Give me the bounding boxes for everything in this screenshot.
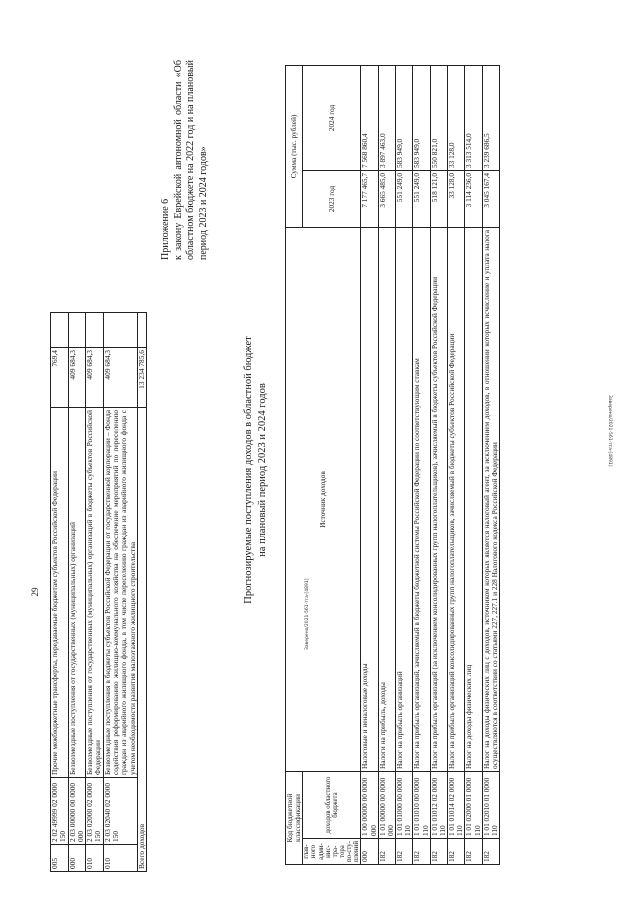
- appendix-header-block: [160, 60, 210, 880]
- table-row: [430, 66, 447, 865]
- col-year-2023: 2023 год: [303, 171, 361, 228]
- col-kbk: доходов областного бюджета: [303, 772, 361, 839]
- cell-y2023: 3 045 167,4: [482, 171, 499, 228]
- cell-kbk: 2 03 00000 00 0000 000: [68, 778, 86, 845]
- cell-name: Налог на прибыль организаций: [396, 228, 413, 772]
- cell-name: Налог на доходы физических лиц с доходов, источником которых является налоговый агент, за исключением доходов, в отношении которых исчисление и уплата налога осуществляются в соответствии со статьями 227, 227.1 и 228 Налогового кодекса Российской Федерации: [482, 228, 499, 772]
- revenue-table-appendix6: [285, 65, 500, 865]
- cell-name: Налог на доходы физических лиц: [465, 228, 482, 772]
- cell-name: Налог на прибыль организаций консолидированных групп налогоплательщиков, зачисляемый в бюджеты субъектов Российской Федерации: [448, 228, 465, 772]
- table-row: [448, 66, 465, 865]
- cell-name: Налог на прибыль организаций (за исключением консолидированных групп налогоплательщиков), зачисляемый в бюджеты субъектов Российской Федерации: [430, 228, 447, 772]
- cell-y2024: 33 128,0: [448, 66, 465, 171]
- cell-y2023: 518 121,0: [430, 171, 447, 228]
- cell-kbk: 1 01 00000 00 0000 000: [378, 772, 395, 839]
- cell-name: Прочие межбюджетные трансферты, передаваемые бюджетам субъектов Российской Федерации: [51, 408, 69, 778]
- verification-stamp-left: Заверено/2021-561-тга-[4891]: [305, 578, 310, 650]
- cell-name: Безвозмездные поступления в бюджеты субъектов Российской Федерации от государственной корпорации – Фонда содействия реформированию жилищно-коммунального хозяйства на обеспечение мероприятий по переселению граждан из аварийного жилищного фонда, в том числе переселению граждан из аварийного жилищного фонда с учетом необходимости развития малоэтажного жилищного строительства: [103, 408, 137, 778]
- cell-kbk: 1 01 01000 00 0000 110: [396, 772, 413, 839]
- cell-y2023: 3 665 485,0: [378, 171, 395, 228]
- cell-y2023: 551 249,0: [413, 171, 430, 228]
- revenue-table-page29: [50, 312, 147, 872]
- total-amount: 13 234 785,6: [137, 348, 146, 408]
- cell-admin: 010: [103, 845, 137, 872]
- cell-name: Безвозмездные поступления от государственных (муниципальных) организаций: [68, 408, 86, 778]
- col-year-2024: 2024 год: [303, 66, 361, 171]
- table-row: [413, 66, 430, 865]
- cell-amount: 409 684,3: [103, 348, 137, 408]
- page-number: 29: [30, 587, 40, 597]
- cell-admin: 182: [482, 839, 499, 865]
- table-row: [378, 66, 395, 865]
- table-row: [68, 313, 86, 872]
- cell-y2024: 3 897 463,0: [378, 66, 395, 171]
- title-line-1: Прогнозируемые поступления доходов в областной бюджет: [243, 336, 254, 604]
- table-row: [103, 313, 137, 872]
- total-label: Всего доходов: [137, 408, 146, 872]
- cell-kbk: 2 02 49999 02 0000 150: [51, 778, 69, 845]
- cell-y2023: 33 128,0: [448, 171, 465, 228]
- cell-amount: 409 684,3: [68, 348, 86, 408]
- cell-empty: [86, 313, 104, 348]
- cell-y2023: 3 114 236,0: [465, 171, 482, 228]
- cell-y2024: 583 949,0: [396, 66, 413, 171]
- document-title: [242, 60, 270, 880]
- title-line-2: на плановый период 2023 и 2024 годов: [257, 383, 269, 557]
- cell-empty: [51, 313, 69, 348]
- cell-kbk: 1 01 01014 02 0000 110: [448, 772, 465, 839]
- cell-empty: [68, 313, 86, 348]
- cell-admin: 005: [51, 845, 69, 872]
- cell-y2023: 551 249,0: [396, 171, 413, 228]
- cell-amount: 769,4: [51, 348, 69, 408]
- cell-kbk: 1 00 00000 00 0000 000: [361, 772, 378, 839]
- cell-admin: 000: [361, 839, 378, 865]
- verification-stamp-right: Заверено/2021-561-тга-[4891]: [607, 395, 612, 467]
- cell-kbk: 2 03 02040 02 0000 150: [103, 778, 137, 845]
- cell-kbk: 1 01 02000 01 0000 110: [465, 772, 482, 839]
- cell-kbk: 1 01 01010 00 0000 110: [413, 772, 430, 839]
- table-row: [51, 313, 69, 872]
- cell-amount: 409 684,3: [86, 348, 104, 408]
- appendix-number: Приложение 6: [160, 198, 171, 260]
- table-row: [396, 66, 413, 865]
- cell-y2023: 7 177 465,7: [361, 171, 378, 228]
- cell-name: Безвозмездные поступления от государственных (муниципальных) организаций в бюджеты субъектов Российской Федерации: [86, 408, 104, 778]
- cell-admin: 182: [430, 839, 447, 865]
- cell-kbk: 2 03 02000 02 0000 150: [86, 778, 104, 845]
- appendix-6-page: [150, 60, 620, 880]
- cell-y2024: 7 568 860,4: [361, 66, 378, 171]
- total-row: [137, 313, 146, 872]
- col-income-source: Источник доходов: [286, 228, 361, 772]
- table-row: [361, 66, 378, 865]
- cell-admin: 182: [465, 839, 482, 865]
- table-row: [86, 313, 104, 872]
- cell-admin: 000: [68, 845, 86, 872]
- cell-y2024: 583 949,0: [413, 66, 430, 171]
- cell-y2024: 3 313 514,0: [465, 66, 482, 171]
- cell-admin: 182: [396, 839, 413, 865]
- cell-y2024: 3 239 686,5: [482, 66, 499, 171]
- table-row: [482, 66, 499, 865]
- appendix-law-reference: к закону Еврейской автономной области «Об областном бюджете на 2022 год и на плановый период 2023 и 2024 годов»: [172, 60, 209, 260]
- cell-y2024: 550 821,0: [430, 66, 447, 171]
- cell-empty: [137, 313, 146, 348]
- cell-admin: 182: [378, 839, 395, 865]
- cell-name: Налоговые и неналоговые доходы: [361, 228, 378, 772]
- cell-name: Налог на прибыль организаций, зачисляемый в бюджеты бюджетной системы Российской Федерации по соответствующим ставкам: [413, 228, 430, 772]
- col-group-sum: Сумма (тыс. рублей): [286, 66, 303, 228]
- col-group-classification: Код бюджетной классификации: [286, 772, 303, 865]
- cell-admin: 010: [86, 845, 104, 872]
- cell-admin: 182: [413, 839, 430, 865]
- col-admin: глав-ного адми-нис-тра-тора по-сту-плений: [303, 839, 361, 865]
- table-row: [465, 66, 482, 865]
- cell-admin: 182: [448, 839, 465, 865]
- cell-kbk: 1 01 02010 01 0000 110: [482, 772, 499, 839]
- cell-empty: [103, 313, 137, 348]
- cell-name: Налоги на прибыль, доходы: [378, 228, 395, 772]
- cell-kbk: 1 01 01012 02 0000 110: [430, 772, 447, 839]
